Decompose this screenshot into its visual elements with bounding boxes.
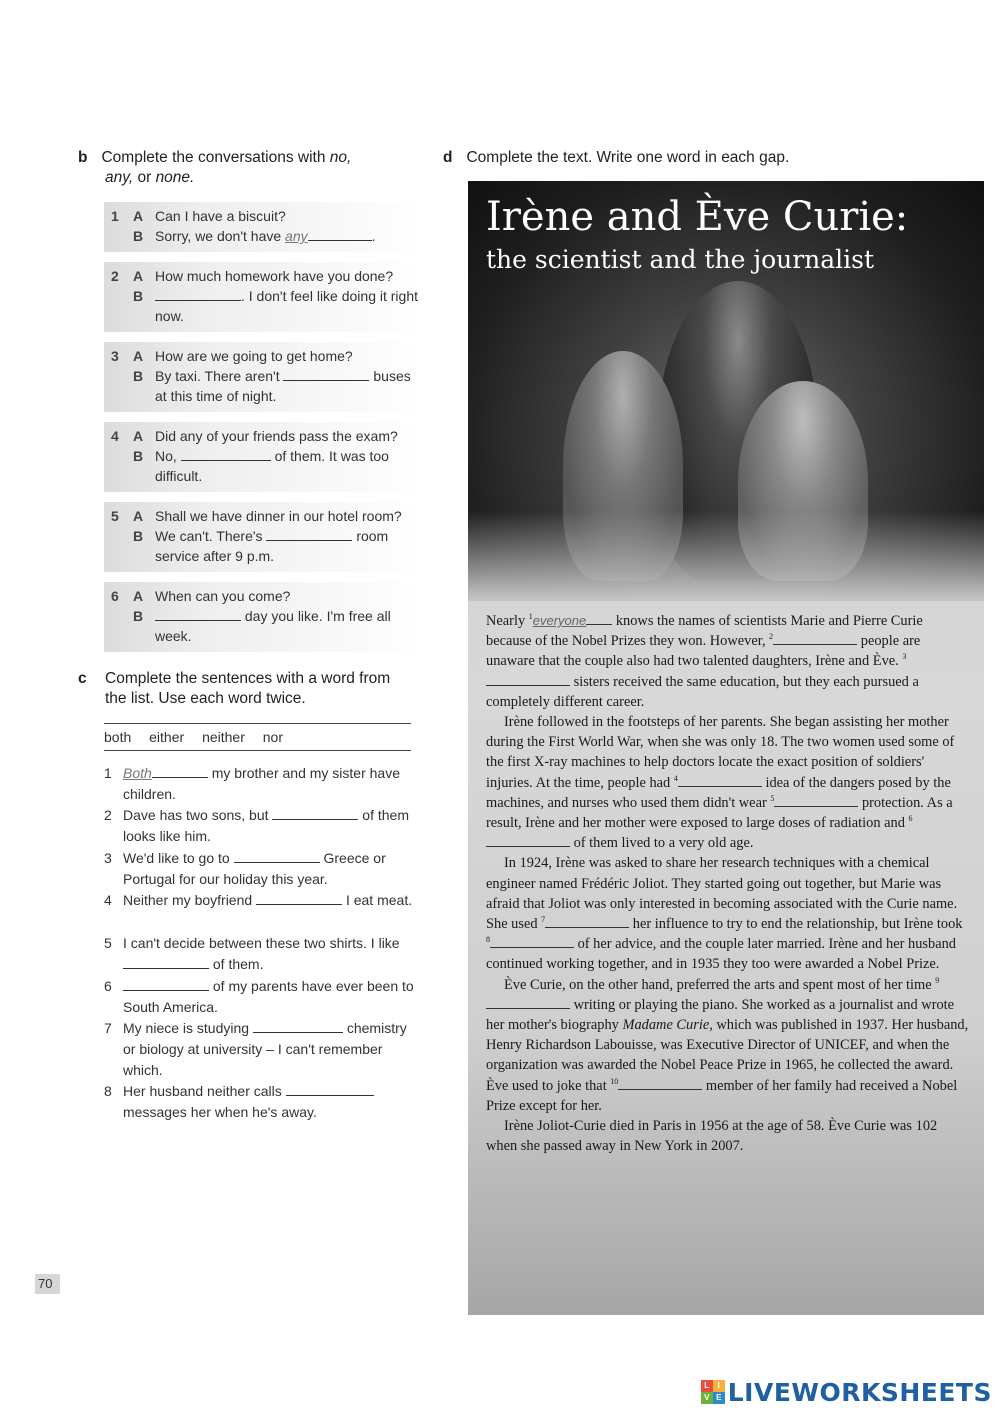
answer-blank[interactable] bbox=[774, 794, 858, 807]
article-paragraph-2: Irène followed in the footsteps of her parents. She began assisting her mother during the First World War, when she was only 18. The two women used some of the first X-ray machines to help doctors locate the exact position of soldiers' injuries. At the time, people had $^4$ idea of the dangers posed by the machines, and nurses who used them didn't wear $^5$ protection. As a result, Irène and her mother were exposed to large doses of radiation and $^6$ of them lived to a very old age. bbox=[486, 714, 955, 852]
answer-blank[interactable] bbox=[256, 890, 342, 905]
liveworksheets-logo bbox=[701, 1376, 992, 1408]
article-panel bbox=[468, 181, 984, 1315]
section-c-instruction: c Complete the sentences with a word from the list. Use each word twice. bbox=[78, 670, 391, 707]
page-number: 70 bbox=[35, 1274, 60, 1294]
sentence-2: 2 Dave has two sons, but of them looks like him. bbox=[104, 807, 410, 844]
answer-example: Both bbox=[123, 765, 152, 781]
logo-text: LIVEWORKSHEETS bbox=[727, 1377, 992, 1407]
answer-blank[interactable] bbox=[678, 774, 762, 787]
answer-blank[interactable] bbox=[486, 673, 570, 686]
word-item: nor bbox=[262, 729, 283, 745]
article-subtitle: the scientist and the journalist bbox=[486, 245, 875, 274]
answer-blank[interactable] bbox=[253, 1018, 343, 1033]
conversation-1: 1 A Can I have a biscuit? B Sorry, we don't have any . bbox=[104, 202, 424, 252]
word-list bbox=[104, 723, 411, 751]
answer-blank[interactable] bbox=[618, 1077, 702, 1090]
section-letter: b bbox=[78, 149, 88, 166]
answer-blank[interactable] bbox=[155, 286, 241, 301]
answer-blank[interactable] bbox=[545, 915, 629, 928]
answer-blank[interactable] bbox=[181, 446, 271, 461]
answer-example: everyone bbox=[532, 613, 587, 628]
answer-blank[interactable] bbox=[486, 996, 570, 1009]
answer-blank[interactable] bbox=[234, 848, 320, 863]
answer-blank[interactable] bbox=[123, 976, 209, 991]
sentence-3: 3 We'd like to go to Greece or Portugal for our holiday this year. bbox=[104, 850, 386, 887]
logo-icon: L I V E bbox=[701, 1380, 725, 1404]
article-paragraph-5: Irène Joliot-Curie died in Paris in 1956 at the age of 58. Ève Curie was 102 when she passed away in New York in 2007. bbox=[486, 1118, 938, 1155]
answer-blank[interactable] bbox=[283, 366, 369, 381]
article-text bbox=[486, 611, 970, 1156]
conversation-4: 4 A Did any of your friends pass the exam? B No, of them. It was too difficult. bbox=[104, 422, 424, 492]
answer-blank[interactable] bbox=[152, 763, 208, 778]
answer-blank[interactable] bbox=[773, 632, 857, 645]
section-b-instruction: b Complete the conversations with no, any, or none. bbox=[78, 149, 352, 186]
child-figure-left bbox=[563, 351, 683, 581]
conversation-5: 5 A Shall we have dinner in our hotel room? B We can't. There's room service after 9 p.m. bbox=[104, 502, 424, 572]
conversation-6: 6 A When can you come? B day you like. I'm free all week. bbox=[104, 582, 424, 652]
article-paragraph-4: Ève Curie, on the other hand, preferred the arts and spent most of her time $^9$ writing or playing the piano. She worked as a journalist and wrote her mother's biography Madame Curie, which was published in 1937. Her husband, Henry Richardson Labouisse, was Executive Director of UNICEF, and when the organization was awarded the Nobel Peace Prize in 1965, he collected the award. Ève used to joke that $^{10}$ member of her family had received a Nobel Prize except for her. bbox=[486, 975, 969, 1114]
book-title: Madame Curie bbox=[622, 1017, 710, 1034]
answer-blank[interactable] bbox=[586, 612, 612, 625]
article-paragraph-1: Nearly $^1$everyone knows the names of scientists Marie and Pierre Curie because of the Nobel Prizes they won. However, $^2$ people are unaware that the couple also had two talented daughters, Irène and Ève. $^3$ sisters received the same education, but they each pursued a completely different career. bbox=[486, 612, 923, 710]
section-letter: d bbox=[443, 149, 453, 166]
word-item: neither bbox=[202, 729, 245, 745]
answer-blank[interactable] bbox=[266, 526, 352, 541]
sentence-5: 5 I can't decide between these two shirts. I like of them. bbox=[104, 935, 400, 972]
answer-blank[interactable] bbox=[272, 805, 358, 820]
conversation-3: 3 A How are we going to get home? B By taxi. There aren't buses at this time of night. bbox=[104, 342, 424, 412]
answer-blank[interactable] bbox=[123, 954, 209, 969]
word-item: either bbox=[149, 729, 185, 745]
answer-blank[interactable] bbox=[155, 606, 241, 621]
answer-blank[interactable] bbox=[286, 1081, 374, 1096]
sentence-6: 6 of my parents have ever been to South America. bbox=[104, 978, 414, 1015]
answer-blank[interactable] bbox=[308, 226, 372, 241]
answer-blank[interactable] bbox=[490, 935, 574, 948]
sentence-1: 1 Both my brother and my sister have children. bbox=[104, 765, 400, 802]
article-paragraph-3: In 1924, Irène was asked to share her research techniques with a chemical engineer named Frédéric Joliot. They started going out together, but Marie was afraid that Joliot was only interested in becoming associated with the Curie name. She used $^7$ her influence to try to end the relationship, but Irène took $^8$ of her advice, and the couple later married. Irène and her husband continued working together, and in 1935 they too were awarded a Nobel Prize. bbox=[486, 855, 963, 973]
sentence-8: 8 Her husband neither calls messages her when he's away. bbox=[104, 1081, 414, 1123]
word-item: both bbox=[104, 729, 132, 745]
answer-blank[interactable] bbox=[486, 834, 570, 847]
sentence-4: 4 Neither my boyfriend I eat meat. bbox=[104, 892, 413, 908]
section-letter: c bbox=[78, 670, 87, 687]
child-figure-right bbox=[738, 381, 868, 581]
answer-example: any bbox=[285, 228, 308, 244]
article-title: Irène and Ève Curie: bbox=[486, 194, 909, 240]
section-d-instruction: d Complete the text. Write one word in each gap. bbox=[443, 149, 790, 166]
conversation-2: 2 A How much homework have you done? B . I don't feel like doing it right now. bbox=[104, 262, 424, 332]
sentence-7: 7 My niece is studying chemistry or biology at university – I can't remember which. bbox=[104, 1020, 407, 1078]
